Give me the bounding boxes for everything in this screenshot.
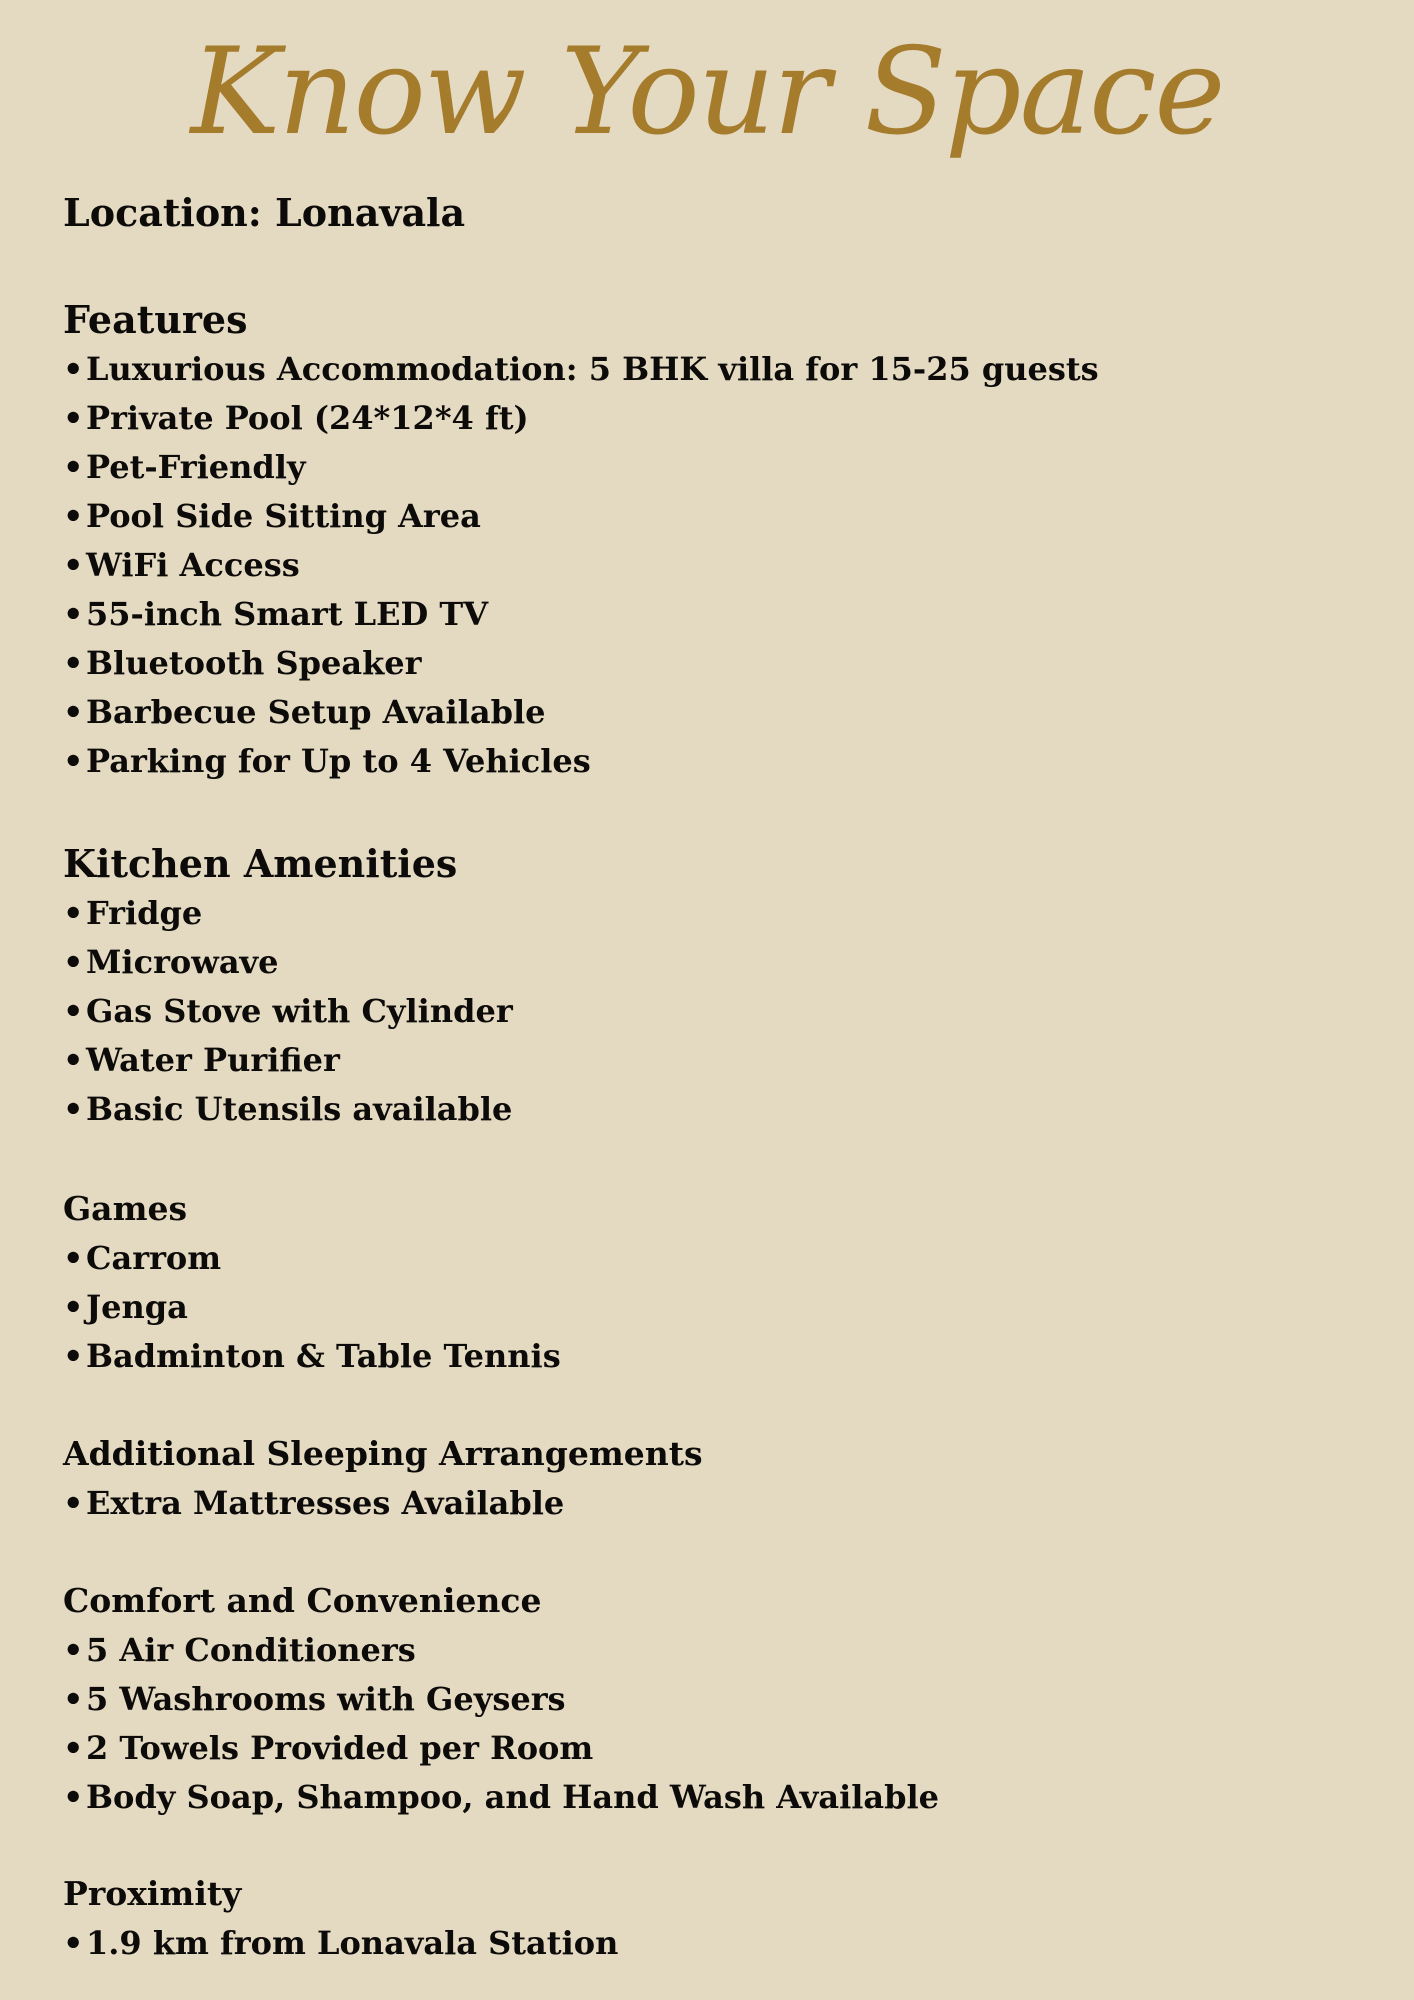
list-item-text: Badminton & Table Tennis bbox=[86, 1337, 561, 1375]
list-item-text: 2 Towels Provided per Room bbox=[86, 1729, 594, 1767]
bullet: • bbox=[63, 497, 84, 535]
list-item bbox=[63, 987, 513, 1036]
section-heading: Comfort and Convenience bbox=[63, 1581, 542, 1620]
bullet: • bbox=[63, 693, 84, 731]
list-item-text: 55-inch Smart LED TV bbox=[86, 595, 489, 633]
list-item-text: Body Soap, Shampoo, and Hand Wash Available bbox=[86, 1778, 940, 1816]
list-item-text: Fridge bbox=[86, 894, 203, 932]
bullet: • bbox=[63, 943, 84, 981]
bullet: • bbox=[63, 1924, 84, 1962]
bullet: • bbox=[63, 644, 84, 682]
list-item-text: Pool Side Sitting Area bbox=[86, 497, 481, 535]
bullet: • bbox=[63, 1729, 84, 1767]
bullet: • bbox=[63, 399, 84, 437]
games-list bbox=[63, 1234, 561, 1381]
list-item-text: 5 Washrooms with Geysers bbox=[86, 1680, 566, 1718]
sleeping-list bbox=[63, 1479, 703, 1528]
list-item bbox=[63, 688, 1099, 737]
bullet: • bbox=[63, 1090, 84, 1128]
list-item bbox=[63, 889, 513, 938]
bullet: • bbox=[63, 1288, 84, 1326]
list-item bbox=[63, 1626, 939, 1675]
list-item bbox=[63, 1234, 561, 1283]
proximity-list bbox=[63, 1919, 618, 1968]
list-item-text: Luxurious Accommodation: 5 BHK villa for 15-25 guests bbox=[86, 350, 1099, 388]
list-item-text: Microwave bbox=[86, 943, 279, 981]
list-item bbox=[63, 492, 1099, 541]
list-item bbox=[63, 639, 1099, 688]
list-item bbox=[63, 1773, 939, 1822]
bullet: • bbox=[63, 1631, 84, 1669]
bullet: • bbox=[63, 1239, 84, 1277]
bullet: • bbox=[63, 1484, 84, 1522]
list-item-text: Private Pool (24*12*4 ft) bbox=[86, 399, 529, 437]
section-games bbox=[63, 1184, 561, 1381]
section-comfort-convenience bbox=[63, 1576, 939, 1822]
bullet: • bbox=[63, 894, 84, 932]
list-item bbox=[63, 590, 1099, 639]
bullet: • bbox=[63, 546, 84, 584]
bullet: • bbox=[63, 992, 84, 1030]
section-additional-sleeping bbox=[63, 1429, 703, 1528]
list-item bbox=[63, 737, 1099, 786]
kitchen-list bbox=[63, 889, 513, 1134]
section-heading: Additional Sleeping Arrangements bbox=[63, 1434, 703, 1473]
list-item bbox=[63, 394, 1099, 443]
bullet: • bbox=[63, 1778, 84, 1816]
list-item bbox=[63, 1332, 561, 1381]
bullet: • bbox=[63, 742, 84, 780]
list-item bbox=[63, 938, 513, 987]
section-heading: Games bbox=[63, 1189, 188, 1228]
section-heading: Features bbox=[63, 297, 248, 342]
section-kitchen-amenities bbox=[63, 839, 513, 1134]
page-title: Know Your Space bbox=[190, 23, 1224, 162]
list-item-text: Basic Utensils available bbox=[86, 1090, 513, 1128]
bullet: • bbox=[63, 1041, 84, 1079]
section-heading: Kitchen Amenities bbox=[63, 841, 458, 886]
bullet: • bbox=[63, 1680, 84, 1718]
list-item bbox=[63, 1675, 939, 1724]
feature-list bbox=[63, 345, 1099, 786]
list-item bbox=[63, 1036, 513, 1085]
list-item-text: Gas Stove with Cylinder bbox=[86, 992, 513, 1030]
bullet: • bbox=[63, 350, 84, 388]
list-item-text: Barbecue Setup Available bbox=[86, 693, 546, 731]
list-item-text: Pet-Friendly bbox=[86, 448, 306, 486]
bullet: • bbox=[63, 1337, 84, 1375]
list-item bbox=[63, 1085, 513, 1134]
list-item bbox=[63, 345, 1099, 394]
list-item bbox=[63, 443, 1099, 492]
section-heading: Proximity bbox=[63, 1874, 242, 1913]
list-item-text: Bluetooth Speaker bbox=[86, 644, 422, 682]
section-features bbox=[63, 295, 1099, 786]
list-item bbox=[63, 1919, 618, 1968]
list-item bbox=[63, 1479, 703, 1528]
list-item bbox=[63, 541, 1099, 590]
list-item-text: WiFi Access bbox=[86, 546, 300, 584]
list-item-text: Parking for Up to 4 Vehicles bbox=[86, 742, 591, 780]
list-item-text: 5 Air Conditioners bbox=[86, 1631, 416, 1669]
comfort-list bbox=[63, 1626, 939, 1822]
section-proximity bbox=[63, 1869, 618, 1968]
location-line: Location: Lonavala bbox=[63, 190, 466, 235]
list-item-text: Extra Mattresses Available bbox=[86, 1484, 565, 1522]
bullet: • bbox=[63, 595, 84, 633]
list-item-text: Water Purifier bbox=[86, 1041, 340, 1079]
list-item bbox=[63, 1283, 561, 1332]
bullet: • bbox=[63, 448, 84, 486]
list-item-text: Jenga bbox=[86, 1288, 188, 1326]
list-item-text: 1.9 km from Lonavala Station bbox=[86, 1924, 619, 1962]
list-item bbox=[63, 1724, 939, 1773]
list-item-text: Carrom bbox=[86, 1239, 222, 1277]
